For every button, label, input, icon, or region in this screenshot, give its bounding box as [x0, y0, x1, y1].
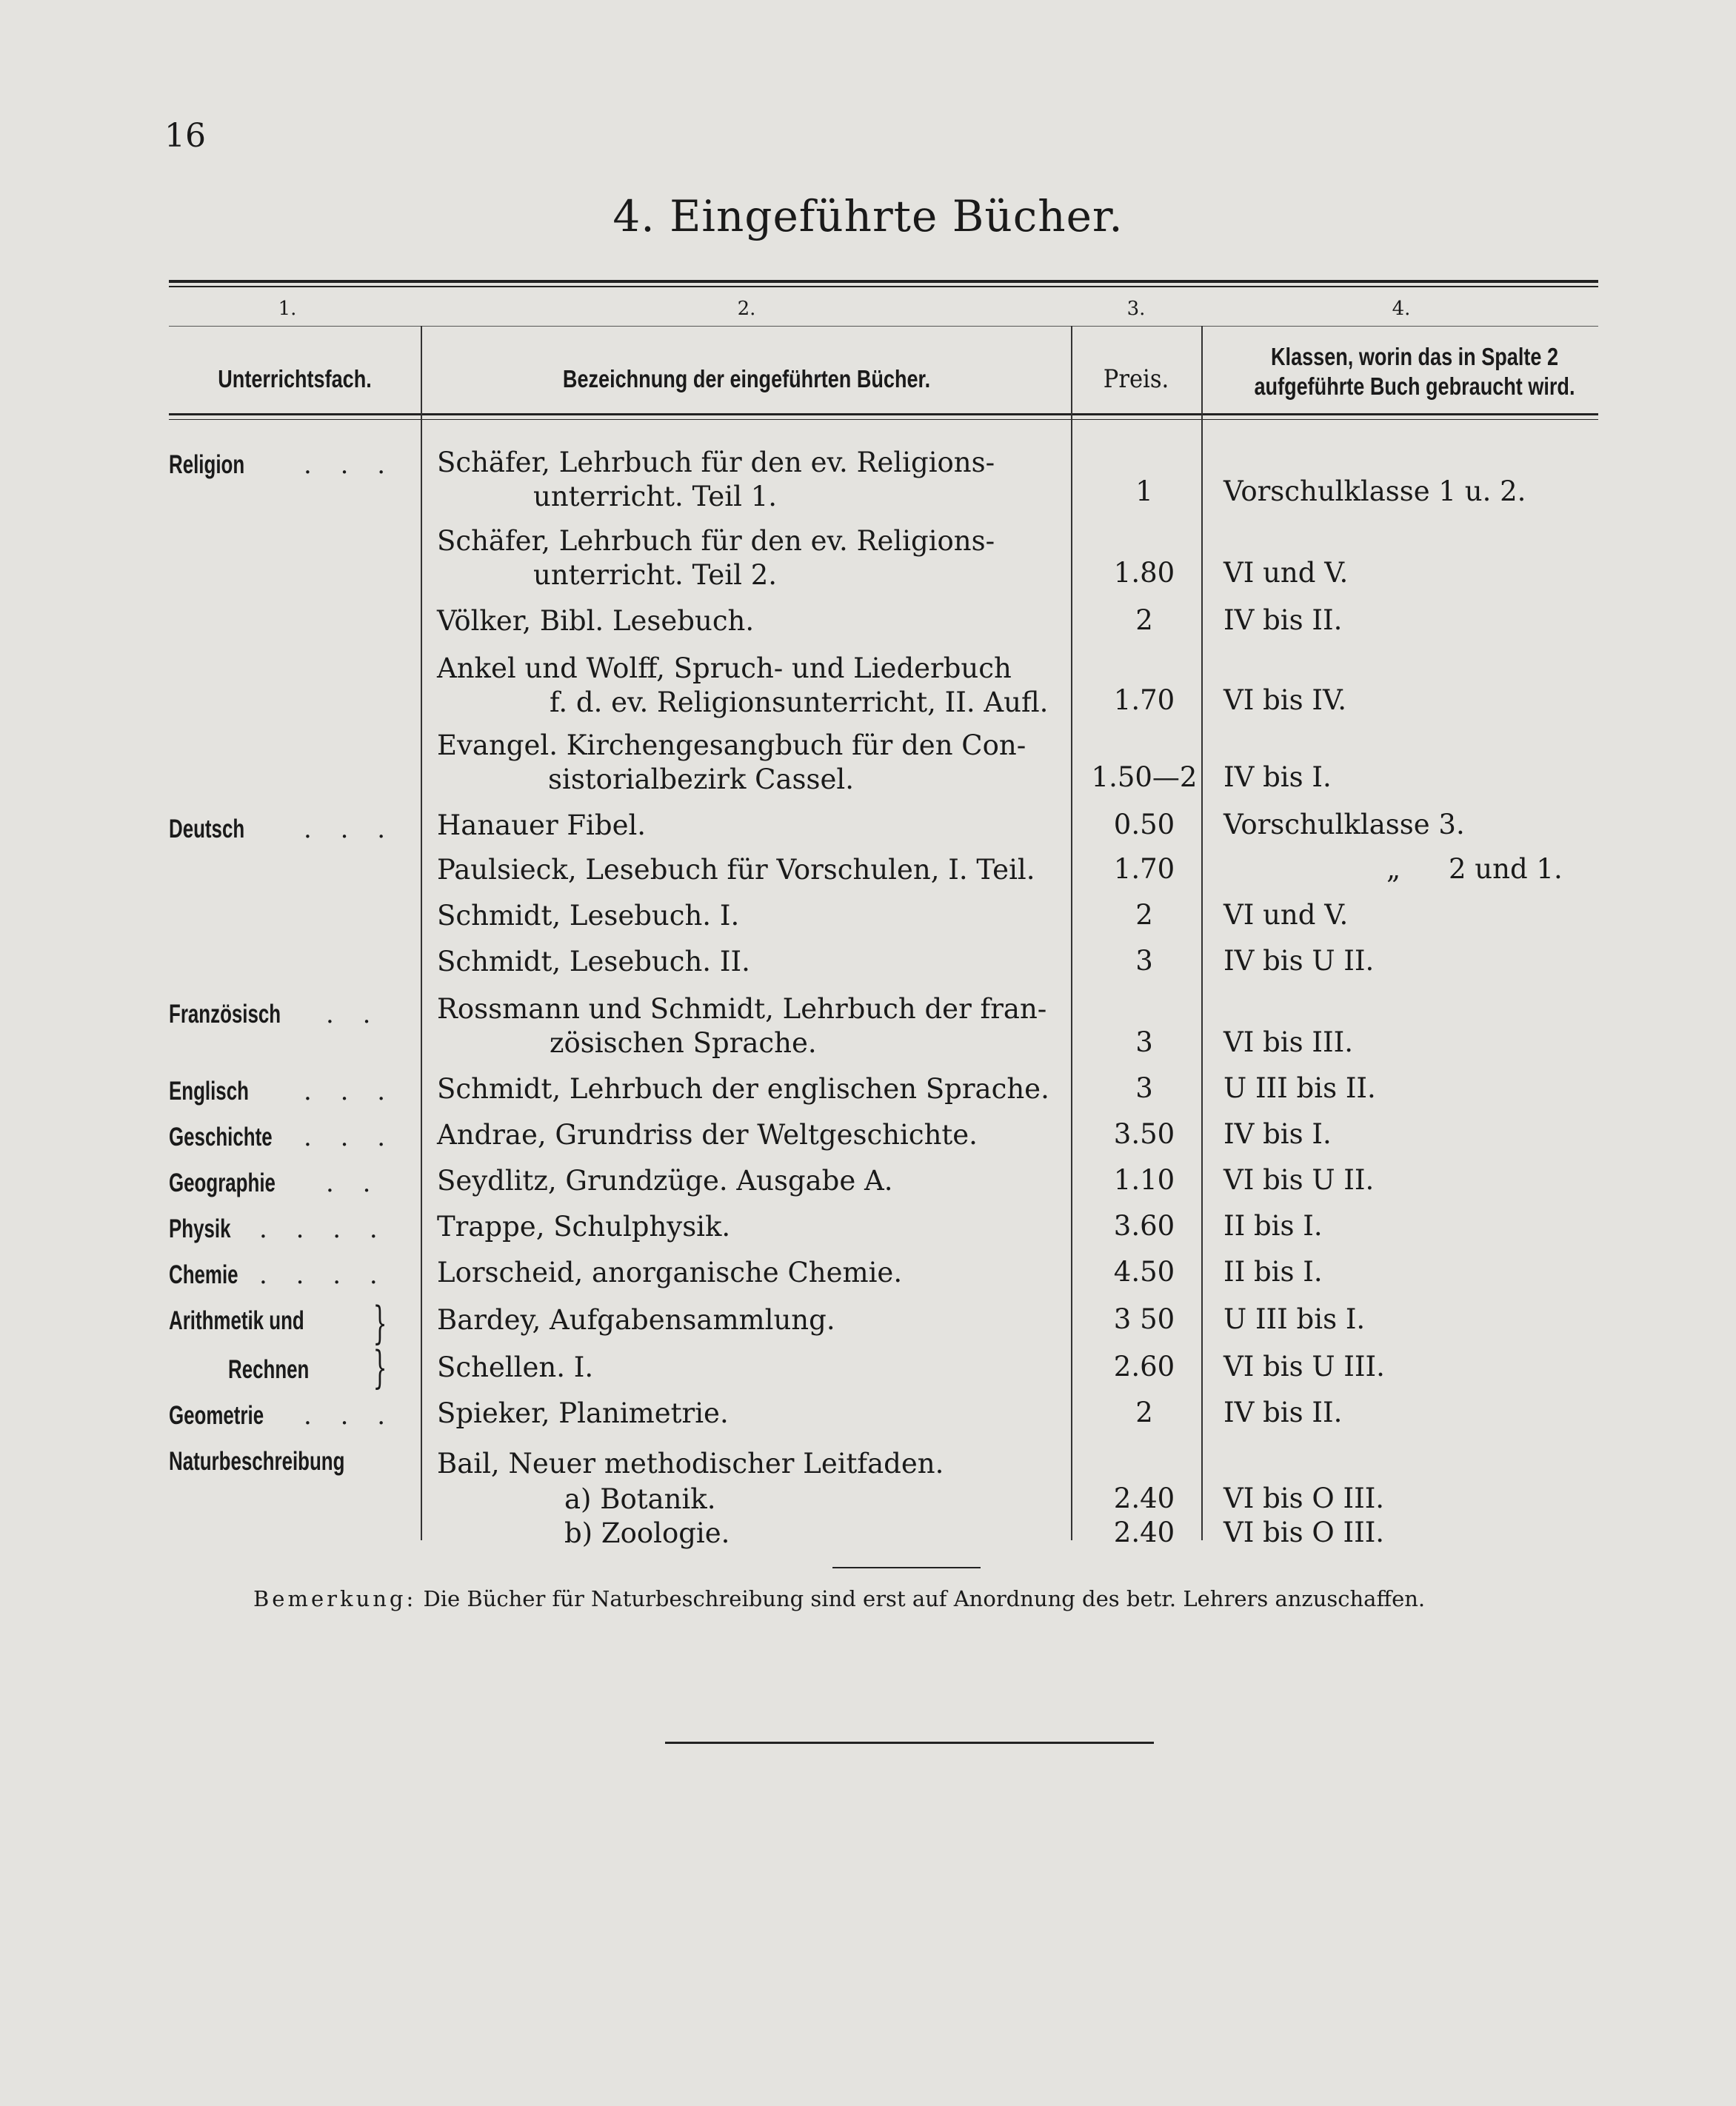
book-classes: IV bis I.	[1223, 1118, 1332, 1150]
book-classes: VI bis O III.	[1223, 1517, 1385, 1548]
book-classes: IV bis I.	[1223, 761, 1332, 793]
subject-physik: Physik	[169, 1214, 231, 1243]
column-divider-1	[421, 326, 422, 1540]
book-line-2: unterricht. Teil 2.	[533, 559, 778, 591]
book-title: Völker, Bibl. Lesebuch.	[437, 605, 755, 637]
book-classes: U III bis I.	[1223, 1303, 1366, 1335]
book-price: 3	[1135, 945, 1153, 977]
book-price: 1.70	[1113, 684, 1175, 716]
subject-arithmetik: Arithmetik und	[169, 1306, 304, 1335]
column-number-3: 3.	[1126, 298, 1146, 320]
book-title	[437, 729, 1026, 797]
book-title: a) Botanik.	[564, 1483, 716, 1515]
book-price: 3	[1135, 1026, 1153, 1058]
book-line-2: unterricht. Teil 1.	[533, 481, 778, 512]
column-header-classes-line2: aufgeführte Buch gebraucht wird.	[1254, 372, 1575, 400]
book-classes: Vorschulklasse 3.	[1223, 809, 1465, 840]
page-number: 16	[164, 117, 206, 155]
remark-label: Bemerkung:	[253, 1586, 417, 1611]
column-number-2: 2.	[737, 298, 756, 320]
book-line-1: Evangel. Kirchengesangbuch für den Con-	[437, 729, 1026, 761]
subject-franzoesisch: Französisch	[169, 1000, 281, 1029]
closing-rule	[665, 1742, 1154, 1744]
book-line-1: Rossmann und Schmidt, Lehrbuch der fran-	[437, 993, 1047, 1025]
book-line-1: Schäfer, Lehrbuch für den ev. Religions-	[437, 447, 995, 478]
book-price: 1.70	[1113, 853, 1175, 885]
book-line-2: sistorialbezirk Cassel.	[548, 763, 854, 795]
subject-religion: Religion	[169, 450, 245, 479]
table-end-rule	[832, 1567, 981, 1568]
book-title: Schmidt, Lesebuch. II.	[437, 946, 750, 977]
book-classes: VI bis U III.	[1223, 1351, 1385, 1383]
book-title: Paulsieck, Lesebuch für Vorschulen, I. Teil.	[437, 854, 1035, 886]
book-classes: II bis I.	[1223, 1210, 1323, 1242]
book-classes: VI bis III.	[1223, 1026, 1353, 1058]
column-header-price: Preis.	[1103, 364, 1169, 394]
book-price: 1	[1135, 475, 1153, 507]
subject-englisch: Englisch	[169, 1077, 249, 1106]
subject-geographie: Geographie	[169, 1169, 276, 1197]
book-line-2: zösischen Sprache.	[550, 1027, 817, 1059]
subject-leader: . . .	[304, 1077, 396, 1106]
book-classes: 2 und 1.	[1449, 853, 1563, 885]
book-price: 3.50	[1113, 1118, 1175, 1150]
page-title: 4. Eingeführte Bücher.	[612, 191, 1124, 241]
book-price: 2	[1135, 1397, 1153, 1428]
book-title: Schmidt, Lesebuch. I.	[437, 900, 740, 932]
book-classes: VI bis O III.	[1223, 1482, 1385, 1514]
column-number-4: 4.	[1392, 298, 1411, 320]
subject-deutsch: Deutsch	[169, 815, 245, 843]
book-price: 3.60	[1113, 1210, 1175, 1242]
book-price: 2.60	[1113, 1351, 1175, 1383]
book-title	[437, 446, 995, 514]
book-classes: IV bis II.	[1223, 1397, 1343, 1428]
ditto-mark: „	[1386, 853, 1401, 885]
book-price: 2	[1135, 899, 1153, 931]
book-line-1: Ankel und Wolff, Spruch- und Liederbuch	[437, 652, 1012, 684]
subject-leader: . . . .	[259, 1260, 388, 1290]
book-title: Andrae, Grundriss der Weltgeschichte.	[437, 1119, 978, 1151]
book-price: 2.40	[1113, 1482, 1175, 1514]
table-top-rule-thin	[169, 286, 1598, 287]
column-header-classes	[1208, 342, 1621, 401]
book-classes: VI bis U II.	[1223, 1164, 1375, 1196]
subject-leader: . . .	[304, 1401, 396, 1431]
subject-rechnen: Rechnen	[228, 1355, 310, 1384]
book-classes: IV bis II.	[1223, 604, 1343, 636]
column-header-classes-line1: Klassen, worin das in Spalte 2	[1271, 343, 1558, 370]
book-title	[437, 524, 995, 592]
book-title: Schellen. I.	[437, 1351, 594, 1383]
book-title: Spieker, Planimetrie.	[437, 1397, 729, 1429]
book-classes: U III bis II.	[1223, 1072, 1376, 1104]
book-price: 3	[1135, 1072, 1153, 1104]
book-title: Bail, Neuer methodischer Leitfaden.	[437, 1448, 944, 1480]
subject-leader: . .	[326, 1000, 381, 1029]
subject-leader: . . .	[304, 1123, 396, 1152]
column-header-subject: Unterrichtsfach.	[218, 365, 372, 392]
brace-icon: }	[373, 1297, 387, 1349]
book-price: 4.50	[1113, 1256, 1175, 1288]
book-line-1: Schäfer, Lehrbuch für den ev. Religions-	[437, 525, 995, 557]
book-line-2: f. d. ev. Religionsunterricht, II. Aufl.	[550, 686, 1049, 718]
subject-leader: . . .	[304, 815, 396, 844]
book-classes: Vorschulklasse 1 u. 2.	[1223, 475, 1526, 507]
column-header-books: Bezeichnung der eingeführten Bücher.	[562, 365, 931, 392]
book-classes: VI und V.	[1223, 557, 1349, 589]
subject-leader: . . . .	[259, 1214, 388, 1244]
book-title: Trappe, Schulphysik.	[437, 1211, 731, 1243]
book-title	[437, 992, 1046, 1060]
book-title: Hanauer Fibel.	[437, 809, 647, 841]
remark-text: Die Bücher für Naturbeschreibung sind erst auf Anordnung des betr. Lehrers anzuschaffen.	[423, 1586, 1426, 1611]
book-classes: VI bis IV.	[1223, 684, 1346, 716]
book-price: 0.50	[1113, 809, 1175, 840]
book-price: 3 50	[1113, 1303, 1175, 1335]
book-price: 2	[1135, 604, 1153, 636]
book-title	[437, 652, 1048, 720]
book-classes: VI und V.	[1223, 899, 1349, 931]
header-bottom-rule	[169, 413, 1598, 415]
book-title: Lorscheid, anorganische Chemie.	[437, 1257, 903, 1288]
subject-geschichte: Geschichte	[169, 1123, 273, 1151]
subject-chemie: Chemie	[169, 1260, 238, 1289]
brace-icon: }	[373, 1342, 387, 1394]
book-price: 1.10	[1113, 1164, 1175, 1196]
column-number-1: 1.	[278, 298, 297, 320]
subject-leader: . . .	[304, 450, 396, 480]
book-classes: II bis I.	[1223, 1256, 1323, 1288]
subject-leader: . .	[326, 1169, 381, 1198]
remark	[253, 1586, 1425, 1611]
book-price: 1.50—2	[1091, 761, 1198, 793]
table-top-rule	[169, 280, 1598, 283]
book-title: Schmidt, Lehrbuch der englischen Sprache.	[437, 1073, 1049, 1105]
book-price: 1.80	[1113, 557, 1175, 589]
subject-geometrie: Geometrie	[169, 1401, 264, 1430]
book-price: 2.40	[1113, 1517, 1175, 1548]
book-title: Seydlitz, Grundzüge. Ausgabe A.	[437, 1165, 893, 1197]
book-title: Bardey, Aufgabensammlung.	[437, 1304, 835, 1336]
subject-naturbeschreibung: Naturbeschreibung	[169, 1447, 345, 1476]
book-title: b) Zoologie.	[564, 1517, 730, 1549]
column-number-rule	[169, 326, 1598, 327]
book-classes: IV bis U II.	[1223, 945, 1375, 977]
header-bottom-rule-thin	[169, 419, 1598, 420]
